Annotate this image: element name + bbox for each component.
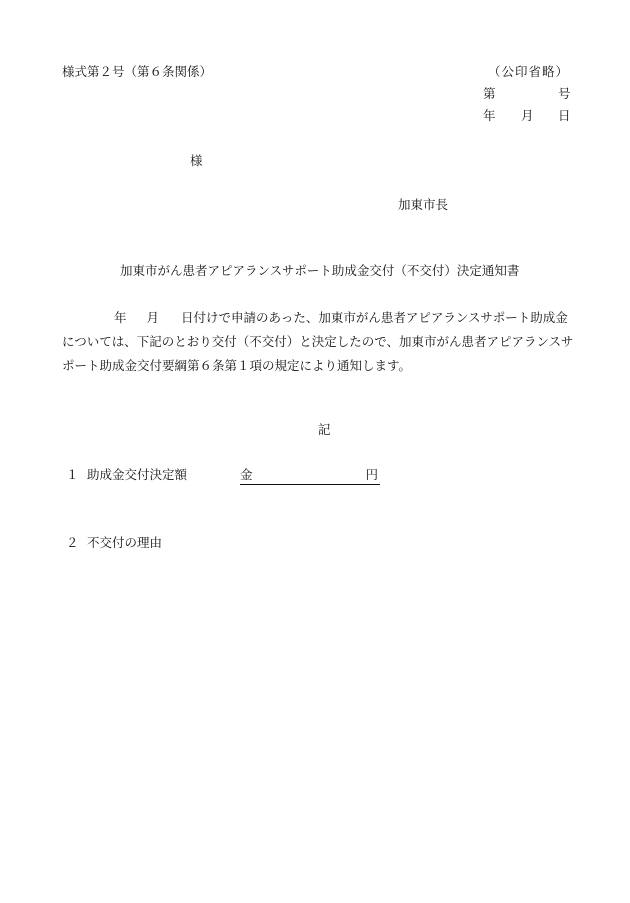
date-year-label: 年 [483, 108, 496, 123]
recipient-honorific: 様 [190, 153, 203, 168]
amount-yen-label: 円 [365, 467, 378, 482]
seal-omitted-note: （公印省略） [488, 64, 570, 79]
item-1-number: １ [66, 467, 79, 482]
body-year-label: 年 [114, 310, 127, 325]
item-1-label: 助成金交付決定額 [87, 467, 188, 482]
grant-amount-field [240, 467, 380, 485]
reference-number-prefix: 第 [483, 86, 496, 101]
body-paragraph [62, 306, 592, 378]
amount-kin-label: 金 [240, 467, 253, 482]
body-line-2: については、下記のとおり交付（不交付）と決定したので、加東市がん患者アピアランスサ [62, 334, 574, 349]
document-title: 加東市がん患者アピアランスサポート助成金交付（不交付）決定通知書 [120, 263, 520, 278]
sender-name: 加東市長 [398, 197, 449, 212]
date-day-label: 日 [558, 108, 571, 123]
reference-number-suffix: 号 [558, 86, 571, 101]
item-2-number: ２ [66, 535, 79, 550]
item-2-label: 不交付の理由 [87, 535, 163, 550]
form-number: 様式第２号（第６条関係） [62, 64, 213, 79]
date-month-label: 月 [521, 108, 534, 123]
body-line-3: ポート助成金交付要綱第６条第１項の規定により通知します。 [62, 358, 412, 373]
body-line-1 [62, 306, 592, 330]
body-line-1-text: 日付けで申請のあった、加東市がん患者アピアランスサポート助成金 [181, 310, 568, 325]
body-month-label: 月 [146, 310, 160, 325]
ki-heading: 記 [318, 422, 331, 437]
